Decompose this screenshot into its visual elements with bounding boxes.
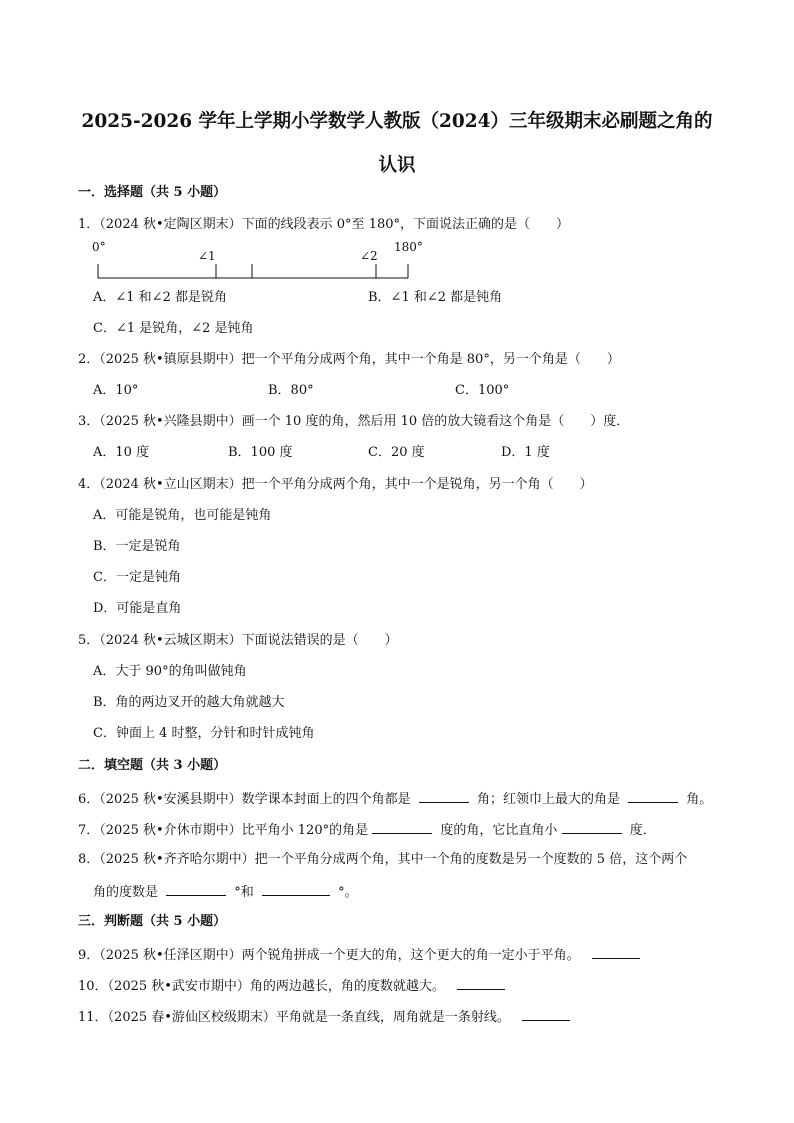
q8-text-1: 角的度数是 [93,885,159,900]
question-4: 4．（2024 秋•立山区期末）把一个平角分成两个角，其中一个是锐角，另一个角（ ） [78,477,593,492]
q6-blank-1[interactable] [419,789,469,803]
q1-option-a: A．∠1 和∠2 都是锐角 [93,290,227,305]
section-heading-choice: 一．选择题（共 5 小题） [78,185,227,200]
question-5: 5．（2024 秋•云城区期末）下面说法错误的是（ ） [78,633,398,648]
q7-blank-2[interactable] [562,820,622,834]
question-1: 1．（2024 秋•定陶区期末）下面的线段表示 0°至 180°，下面说法正确的是（ ） [78,217,570,232]
q8-text-2: °和 [234,885,254,900]
section-heading-fill: 二．填空题（共 3 小题） [78,758,227,773]
q3-option-c: C．20 度 [368,445,425,460]
q7-text-2: 度的角，它比直角小 [440,823,558,838]
section-heading-judge: 三．判断题（共 5 小题） [78,914,227,929]
q8-blank-1[interactable] [166,882,226,896]
q6-text-3: 角。 [686,792,713,807]
question-11 [78,1007,574,1027]
label-angle-2: ∠2 [360,249,378,263]
question-3: 3．（2025 秋•兴隆县期中）画一个 10 度的角，然后用 10 倍的放大镜看这个角是（ ）度． [78,414,630,429]
question-10 [78,976,509,996]
q7-blank-1[interactable] [372,820,432,834]
q4-option-c: C．一定是钝角 [93,570,181,585]
q10-blank[interactable] [457,976,505,990]
q8-text-3: °。 [338,885,358,900]
label-0-degree: 0° [92,240,106,254]
question-7 [78,820,656,840]
q8-blank-2[interactable] [262,882,330,896]
q5-option-b: B．角的两边叉开的越大角就越大 [93,695,285,710]
question-8-line-2 [93,882,358,902]
q7-text-1: 7．（2025 秋•介休市期中）比平角小 120°的角是 [78,823,369,838]
q2-option-c: C．100° [455,383,510,398]
label-180-degree: 180° [394,240,423,254]
question-2: 2．（2025 秋•镇原县期中）把一个平角分成两个角，其中一个角是 80°，另一个角是（ ） [78,352,620,367]
title-line-2: 认识 [378,155,416,176]
q4-option-a: A．可能是锐角，也可能是钝角 [93,508,272,523]
question-6 [78,789,712,809]
q5-option-a: A．大于 90°的角叫做钝角 [93,664,247,679]
question-8-line-1: 8．（2025 秋•齐齐哈尔期中）把一个平角分成两个角，其中一个角的度数是另一个度数的 5 倍，这个两个 [78,852,688,867]
q9-blank[interactable] [592,945,640,959]
question-9 [78,945,644,965]
angle-line-figure [90,238,430,284]
q4-option-d: D．可能是直角 [93,601,182,616]
q6-blank-2[interactable] [628,789,678,803]
q2-option-b: B．80° [268,383,314,398]
page-title [60,100,734,188]
q9-text: 9．（2025 秋•任泽区期中）两个锐角拼成一个更大的角，这个更大的角一定小于平角。 [78,948,580,963]
q11-text: 11．（2025 春•游仙区校级期末）平角就是一条直线，周角就是一条射线。 [78,1010,510,1025]
q1-option-b: B．∠1 和∠2 都是钝角 [368,290,503,305]
label-angle-1: ∠1 [198,249,216,263]
title-line-1: 2025-2026 学年上学期小学数学人教版（2024）三年级期末必刷题之角的 [81,111,713,132]
q7-text-3: 度． [629,823,656,838]
q10-text: 10．（2025 秋•武安市期中）角的两边越长，角的度数就越大。 [78,979,445,994]
q11-blank[interactable] [522,1007,570,1021]
q6-text-1: 6．（2025 秋•安溪县期中）数学课本封面上的四个角都是 [78,792,411,807]
q3-option-a: A．10 度 [93,445,150,460]
q5-option-c: C．钟面上 4 时整，分针和时针成钝角 [93,726,315,741]
q3-option-d: D．1 度 [501,445,550,460]
q6-text-2: 角；红领巾上最大的角是 [476,792,620,807]
q4-option-b: B．一定是锐角 [93,539,181,554]
q2-option-a: A．10° [93,383,139,398]
q1-option-c: C．∠1 是锐角，∠2 是钝角 [93,321,254,336]
q3-option-b: B．100 度 [228,445,293,460]
